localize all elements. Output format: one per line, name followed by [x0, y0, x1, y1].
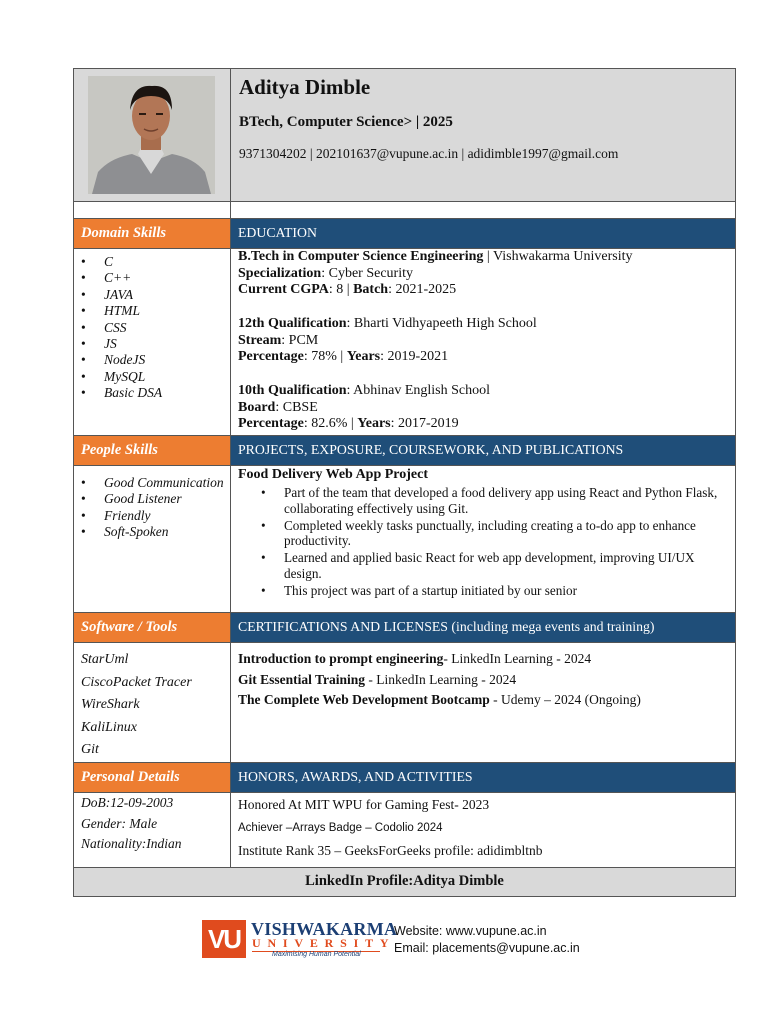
btech-label: B.Tech in Computer Science Engineering — [238, 249, 484, 264]
people-skills-cell — [74, 466, 231, 613]
personal-details-list — [81, 793, 182, 855]
email-link[interactable]: Email: placements@vupune.ac.in — [394, 941, 580, 955]
twelfth-pct-line — [238, 349, 448, 366]
projects-heading: PROJECTS, EXPOSURE, COURSEWORK, AND PUBLICATIONS — [231, 436, 735, 466]
photo-cell — [74, 69, 231, 201]
spacer-row — [74, 201, 735, 219]
education-cell — [231, 249, 735, 436]
stream-label: Stream — [238, 332, 282, 348]
certification-detail: - Udemy – 2024 (Ongoing) — [489, 692, 641, 707]
tools-cell — [74, 643, 231, 763]
logo-tagline: Maximising Human Potential — [272, 951, 361, 958]
certifications-list — [238, 649, 641, 711]
section-bar-row — [74, 762, 735, 793]
section-bar-row — [74, 218, 735, 249]
domain-skill-item: • C++ — [80, 270, 162, 286]
software-tools-heading: Software / Tools — [74, 613, 231, 643]
certification-item — [238, 690, 641, 711]
certifications-cell — [231, 643, 735, 763]
tool-item: KaliLinux — [81, 719, 138, 735]
project-title: Food Delivery Web App Project — [238, 467, 429, 482]
tool-item: StarUml — [81, 652, 129, 667]
tool-item: CiscoPacket Tracer — [81, 674, 192, 690]
twelfth-school: : Bharti Vidhyapeeth High School — [346, 316, 537, 331]
project-bullet: • This project was part of a startup initiated by our senior — [259, 583, 729, 599]
logo-subtitle: UNIVERSITY — [252, 936, 396, 950]
btech-line — [238, 249, 632, 266]
tenth-label: 10th Qualification — [238, 383, 347, 398]
education-row — [74, 248, 735, 436]
domain-skill-item: • Basic DSA — [80, 385, 162, 401]
spacer-left — [74, 202, 231, 219]
btech-sep: | — [483, 249, 493, 264]
certification-title: The Complete Web Development Bootcamp — [238, 692, 490, 707]
twelfth-line — [238, 316, 537, 333]
tools-list — [81, 649, 192, 762]
resume-header — [74, 69, 735, 201]
tenth-pct-label: Percentage — [238, 416, 304, 431]
certification-item — [238, 670, 641, 691]
honor-item: Achiever –Arrays Badge – Codolio 2024 — [238, 822, 443, 834]
section-bar-row — [74, 435, 735, 466]
contact-line: 9371304202 | 202101637@vupune.ac.in | adidimble1997@gmail.com — [239, 146, 619, 161]
honors-row — [74, 792, 735, 868]
project-bullet: • Part of the team that developed a food delivery app using React and Python Flask, collaborating effectively using Git. — [259, 485, 729, 516]
people-skills-heading: People Skills — [74, 436, 231, 466]
batch-label: Batch — [353, 282, 389, 297]
honor-item: Honored At MIT WPU for Gaming Fest- 2023 — [238, 797, 490, 812]
domain-skill-item: • HTML — [80, 303, 162, 319]
certification-item — [238, 649, 641, 670]
cgpa-value: : 8 | — [328, 282, 354, 297]
domain-skill-item: • NodeJS — [80, 352, 162, 368]
tenth-pct-value: : 82.6% | — [303, 416, 358, 431]
domain-skill-item: • CSS — [80, 320, 162, 336]
certification-detail: - LinkedIn Learning - 2024 — [365, 671, 517, 687]
degree-line: BTech, Computer Science> | 2025 — [239, 114, 453, 130]
vu-logo-mark: VU — [202, 920, 246, 958]
certification-title: Introduction to prompt engineering — [238, 651, 444, 666]
twelfth-years-value: : 2019-2021 — [380, 349, 449, 364]
twelfth-years-label: Years — [346, 349, 381, 364]
domain-skill-item: • JS — [80, 336, 162, 352]
tenth-years-value: : 2017-2019 — [390, 416, 459, 431]
project-bullet: • Learned and applied basic React for web app development, improving UI/UX design. — [259, 550, 729, 581]
stream-value: : PCM — [281, 332, 319, 348]
personal-detail-item: DoB:12-09-2003 — [81, 795, 174, 810]
certifications-row — [74, 642, 735, 763]
domain-skills-heading: Domain Skills — [74, 219, 231, 249]
project-bullet: • Completed weekly tasks punctually, including creating a to-do app to enhance productivity. — [259, 518, 729, 549]
stream-line — [238, 333, 318, 350]
tool-item: Git — [81, 742, 99, 757]
honors-cell — [231, 793, 735, 868]
linkedin-profile-link[interactable]: LinkedIn Profile:Aditya Dimble — [74, 867, 735, 896]
honor-item: Institute Rank 35 – GeeksForGeeks profile: adidimbltnb — [238, 843, 543, 858]
projects-cell — [231, 466, 735, 613]
spacer-right — [231, 202, 735, 219]
header-info — [231, 69, 735, 201]
candidate-name: Aditya Dimble — [239, 75, 371, 99]
cgpa-label: Current CGPA — [238, 282, 329, 297]
domain-skills-list — [80, 254, 162, 402]
resume-document — [73, 68, 736, 897]
personal-detail-item: Gender: Male — [81, 815, 158, 831]
domain-skill-item: • C — [80, 254, 162, 270]
people-skill-item: • Good Listener — [80, 491, 224, 507]
tenth-years-label: Years — [357, 416, 391, 431]
domain-skills-cell — [74, 249, 231, 436]
spec-value: : Cyber Security — [321, 265, 413, 281]
cgpa-line — [238, 282, 456, 299]
project-bullets — [259, 485, 729, 600]
specialization-line — [238, 266, 413, 283]
batch-value: : 2021-2025 — [388, 282, 457, 297]
tenth-line — [238, 383, 490, 400]
board-line — [238, 400, 318, 417]
university-contact — [394, 923, 580, 957]
btech-institution: Vishwakarma University — [492, 249, 633, 264]
board-label: Board — [238, 399, 276, 415]
logo-name: VISHWAKARMA — [251, 919, 398, 939]
twelfth-label: 12th Qualification — [238, 316, 347, 331]
personal-details-cell — [74, 793, 231, 868]
people-skill-item: • Friendly — [80, 508, 224, 524]
people-skill-item: • Soft-Spoken — [80, 524, 224, 540]
twelfth-pct-label: Percentage — [238, 349, 304, 364]
tenth-pct-line — [238, 416, 459, 433]
profile-photo — [88, 76, 215, 194]
personal-details-heading: Personal Details — [74, 763, 231, 793]
personal-detail-item: Nationality:Indian — [81, 836, 182, 851]
domain-skill-item: • JAVA — [80, 287, 162, 303]
certifications-heading: CERTIFICATIONS AND LICENSES (including mega events and training) — [231, 613, 735, 643]
spec-label: Specialization — [238, 265, 322, 281]
tool-item: WireShark — [81, 697, 140, 712]
certification-title: Git Essential Training — [238, 671, 366, 687]
people-skills-list — [80, 475, 224, 541]
people-skill-item: • Good Communication — [80, 475, 224, 491]
twelfth-pct-value: : 78% | — [303, 349, 347, 364]
domain-skill-item: • MySQL — [80, 369, 162, 385]
honors-heading: HONORS, AWARDS, AND ACTIVITIES — [231, 763, 735, 793]
website-link[interactable]: Website: www.vupune.ac.in — [394, 924, 547, 938]
section-bar-row — [74, 612, 735, 643]
education-heading: EDUCATION — [231, 219, 735, 249]
tenth-school: : Abhinav English School — [346, 383, 491, 398]
projects-row — [74, 465, 735, 613]
board-value: : CBSE — [275, 399, 318, 415]
certification-detail: - LinkedIn Learning - 2024 — [443, 651, 592, 666]
